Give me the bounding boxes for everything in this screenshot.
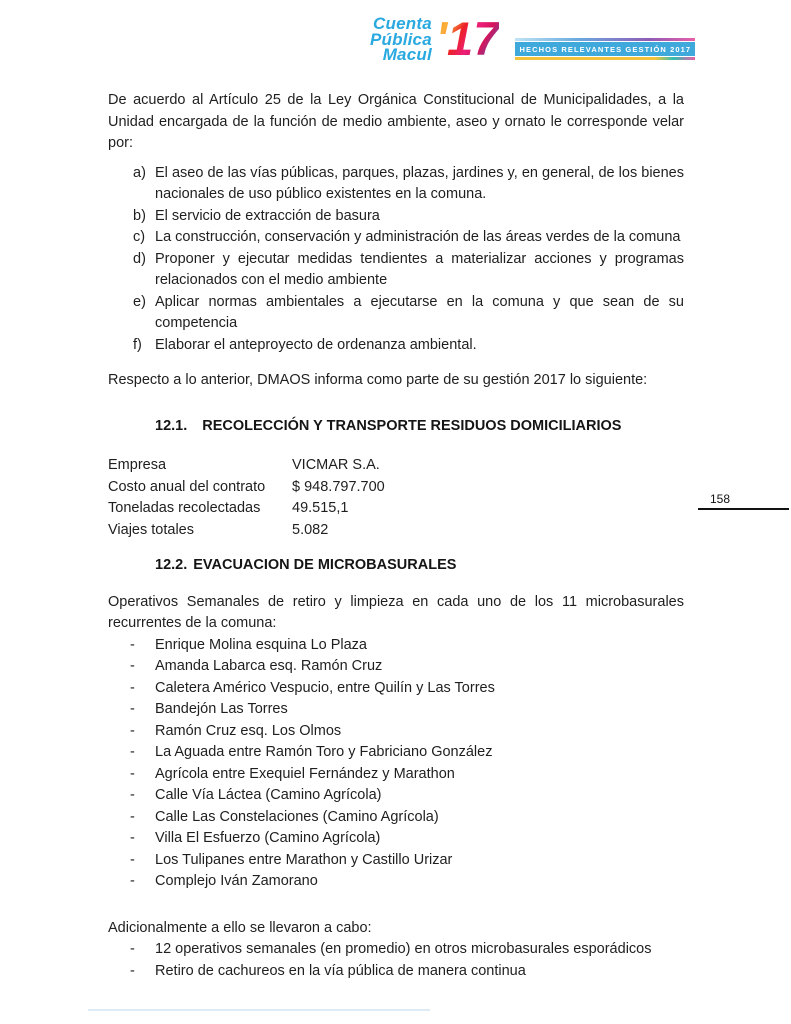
logo-word-publica: Pública: [370, 29, 432, 49]
dash-bullet: -: [130, 658, 135, 674]
location-text: Los Tulipanes entre Marathon y Castillo Urizar: [155, 851, 453, 868]
dash-bullet: -: [130, 679, 135, 696]
banner-stripe-bottom: [515, 57, 695, 60]
table-row-value: 49.515,1: [292, 500, 349, 516]
duty-item: [108, 249, 684, 292]
location-text: Calle Vía Láctea (Camino Agrícola): [155, 787, 382, 803]
dash-bullet: -: [130, 962, 135, 979]
location-item: [108, 807, 684, 829]
dash-bullet: -: [130, 851, 135, 868]
duty-text: Proponer y ejecutar medidas tendientes a materializar acciones y programas relacionados con el medio ambiente: [155, 250, 684, 288]
location-item: [108, 721, 684, 743]
location-item: [108, 764, 684, 786]
duty-letter: b): [133, 207, 146, 224]
table-row: [108, 498, 684, 520]
location-item: [108, 699, 684, 721]
location-text: Ramón Cruz esq. Los Olmos: [155, 722, 342, 739]
section-number: 12.2.: [155, 557, 188, 573]
cuenta-publica-logo: [370, 12, 500, 66]
duty-letter: a): [133, 164, 146, 181]
microbasurales-intro: Operativos Semanales de retiro y limpieza en cada uno de los 11 microbasurales recurrentes de la comuna:: [108, 593, 684, 631]
location-text: Bandejón Las Torres: [155, 701, 288, 717]
dash-bullet: -: [130, 873, 135, 889]
location-text: Agrícola entre Exequiel Fernández y Marathon: [155, 765, 455, 782]
table-row-label: Empresa: [108, 457, 167, 473]
additional-intro: Adicionalmente a ello se llevaron a cabo:: [108, 919, 372, 936]
table-row: [108, 455, 684, 477]
dash-bullet: -: [130, 744, 135, 760]
location-item: [108, 635, 684, 657]
additional-text: 12 operativos semanales (en promedio) en otros microbasurales esporádicos: [155, 941, 652, 957]
location-item: [108, 656, 684, 678]
duty-text: La construcción, conservación y administración de las áreas verdes de la comuna: [155, 229, 681, 245]
additional-item: [108, 939, 684, 961]
location-text: Amanda Labarca esq. Ramón Cruz: [155, 658, 383, 674]
duty-letter: d): [133, 250, 146, 267]
logo-word-macul: Macul: [382, 45, 432, 64]
dash-bullet: -: [130, 808, 135, 825]
dash-bullet: -: [130, 787, 135, 803]
logo-word-cuenta: Cuenta: [373, 14, 432, 33]
table-row-label: Costo anual del contrato: [108, 478, 266, 495]
dash-bullet: -: [130, 701, 135, 717]
duty-text: Aplicar normas ambientales a ejecutarse en la comuna y que sean de su competencia: [155, 293, 684, 331]
duty-item: [108, 292, 684, 335]
section-title: EVACUACION DE MICROBASURALES: [193, 557, 457, 573]
section-heading-12-2: [108, 555, 684, 577]
table-row-value: VICMAR S.A.: [292, 457, 380, 473]
section-number: 12.1.: [155, 417, 188, 434]
table-row-value: $ 948.797.700: [292, 478, 385, 495]
duty-text: Elaborar el anteproyecto de ordenanza ambiental.: [155, 336, 477, 353]
table-row: [108, 520, 684, 542]
table-row-label: Viajes totales: [108, 521, 194, 538]
location-item: [108, 871, 684, 893]
location-item: [108, 742, 684, 764]
table-row: [108, 477, 684, 499]
logo-year-17: '17: [435, 12, 500, 66]
location-item: [108, 678, 684, 700]
section-title: RECOLECCIÓN Y TRANSPORTE RESIDUOS DOMICILIARIOS: [202, 417, 622, 434]
page-number: 158: [710, 492, 731, 506]
duty-item: [108, 227, 684, 249]
table-row-label: Toneladas recolectadas: [108, 500, 261, 516]
respecto-paragraph: Respecto a lo anterior, DMAOS informa como parte de su gestión 2017 lo siguiente:: [108, 372, 648, 388]
location-item: [108, 785, 684, 807]
location-text: Caletera Américo Vespucio, entre Quilín y Las Torres: [155, 679, 495, 696]
dash-bullet: -: [130, 722, 135, 739]
locations-list: [108, 635, 684, 893]
duty-letter: c): [133, 229, 146, 245]
dash-bullet: -: [130, 636, 135, 653]
duty-item: [108, 163, 684, 206]
additional-text: Retiro de cachureos en la vía pública de manera continua: [155, 962, 526, 979]
location-item: [108, 850, 684, 872]
location-text: Calle Las Constelaciones (Camino Agrícola): [155, 808, 439, 825]
contract-data-table: [108, 455, 684, 541]
document-content: [108, 90, 684, 982]
duty-item: [108, 335, 684, 357]
header-banner: [515, 38, 695, 60]
logo-wordmark: [370, 16, 432, 63]
duty-text: El servicio de extracción de basura: [155, 207, 380, 224]
dash-bullet: -: [130, 941, 135, 957]
location-text: La Aguada entre Ramón Toro y Fabriciano González: [155, 744, 493, 760]
banner-stripe-top: [515, 38, 695, 41]
location-text: Enrique Molina esquina Lo Plaza: [155, 636, 367, 653]
dash-bullet: -: [130, 765, 135, 782]
table-row-value: 5.082: [292, 521, 329, 538]
duty-letter: f): [133, 336, 142, 353]
location-text: Complejo Iván Zamorano: [155, 873, 318, 889]
location-item: [108, 828, 684, 850]
duty-item: [108, 206, 684, 228]
page-number-block: [698, 492, 789, 510]
duties-list: [108, 163, 684, 357]
additional-list: [108, 939, 684, 982]
duty-text: El aseo de las vías públicas, parques, plazas, jardines y, en general, de los bienes nacionales de uso público existentes en la comuna.: [155, 164, 684, 202]
report-header: [370, 12, 695, 66]
dash-bullet: -: [130, 830, 135, 846]
additional-item: [108, 961, 684, 983]
section-heading-12-1: [108, 416, 684, 438]
banner-title: HECHOS RELEVANTES GESTIÓN 2017: [515, 42, 695, 56]
duty-letter: e): [133, 293, 146, 310]
footer-accent-line: [88, 1009, 430, 1011]
location-text: Villa El Esfuerzo (Camino Agrícola): [155, 830, 381, 846]
intro-paragraph: De acuerdo al Artículo 25 de la Ley Orgánica Constitucional de Municipalidades, a la Unidad encargada de la función de medio ambiente, aseo y ornato le corresponde velar por:: [108, 92, 684, 151]
